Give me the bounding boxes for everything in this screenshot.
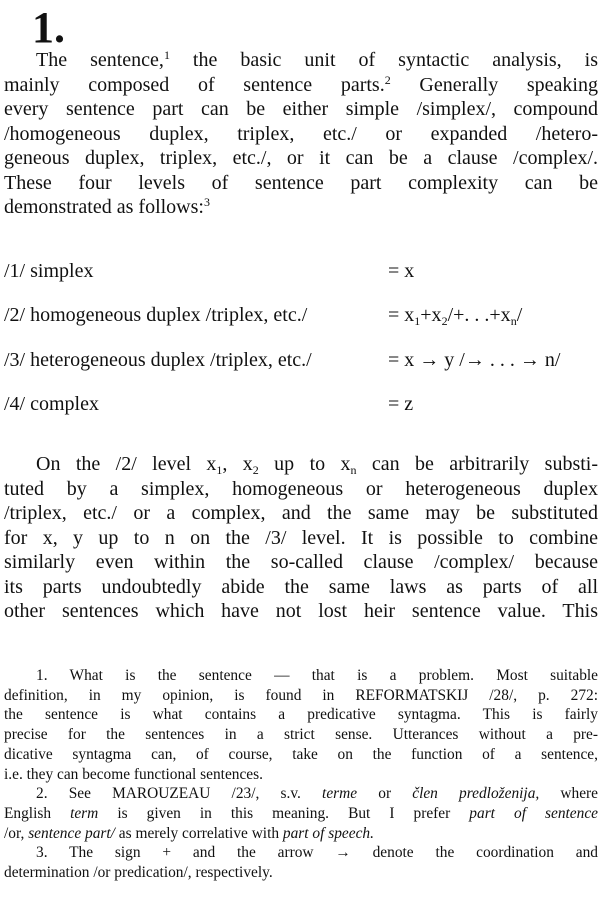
formula-expression: = x xyxy=(388,260,415,282)
formula-expression: = z xyxy=(388,393,414,415)
text-span: / xyxy=(516,304,523,326)
italic-term: term xyxy=(70,804,99,822)
text-line xyxy=(4,48,598,73)
text-span: = x xyxy=(388,304,415,326)
italic-term: part of sentence xyxy=(469,804,598,822)
text-span: Generally speaking xyxy=(390,73,598,96)
italic-term: sentence part/ xyxy=(28,824,115,842)
text-line xyxy=(4,195,598,220)
text-span: where xyxy=(539,785,599,803)
text-line: other sentences which have not lost heir sentence value. This xyxy=(4,600,598,622)
text-line: tuted by a simplex, homogeneous or heterogeneous duplex xyxy=(4,477,598,500)
text-span: /+. . .+x xyxy=(447,304,511,326)
formula-homogeneous xyxy=(4,304,598,330)
subscript: 1 xyxy=(414,314,421,328)
text-span: can be arbitrarily substi- xyxy=(356,453,598,475)
text-line: geneous duplex, triplex, etc./, or it can be a clause /complex/. xyxy=(4,147,598,169)
text-line xyxy=(4,73,598,98)
footnote-ref-3[interactable]: 3 xyxy=(203,195,210,209)
subscript: n xyxy=(350,463,357,477)
footnote-1-line: i.e. they can become functional sentences. xyxy=(4,765,263,783)
footnote-2-line xyxy=(4,784,598,804)
text-line: /homogeneous duplex, triplex, etc./ or expanded /hetero- xyxy=(4,122,598,145)
text-span: The sentence, xyxy=(36,49,164,71)
formula-complex xyxy=(4,393,598,419)
formula-heterogeneous xyxy=(4,349,598,375)
text-line: for x, y up to n on the /3/ level. It is possible to combine xyxy=(4,526,598,549)
text-line xyxy=(4,452,598,477)
text-span: , x xyxy=(222,453,253,475)
subscript: 2 xyxy=(441,314,448,328)
formula-label: /2/ homogeneous duplex /triplex, etc./ xyxy=(4,304,308,326)
footnote-1-line: 1. What is the sentence — that is a problem. Most suitable xyxy=(36,667,598,684)
text-span: +x xyxy=(420,304,442,326)
footnote-3-line: determination /or predication/, respectively. xyxy=(4,864,273,882)
footnote-1-line: precise for the sentences in a strict sense. Utterances without a pre- xyxy=(4,726,598,744)
footnote-ref-2[interactable]: 2 xyxy=(384,72,391,87)
subscript: n xyxy=(510,314,517,328)
text-span: /or, xyxy=(4,824,29,842)
text-span: On the /2/ level x xyxy=(36,453,217,475)
text-line: /triplex, etc./ or a complex, and the same may be substituted xyxy=(4,502,598,524)
text-line: every sentence part can be either simple /simplex/, compound xyxy=(4,98,598,120)
text-span: is given in this meaning. But I prefer xyxy=(98,804,470,822)
paragraph-levels xyxy=(4,452,598,624)
footnote-1-line: definition, in my opinion, is found in REFORMATSKIJ /28/, p. 272: xyxy=(4,686,598,704)
footnote-2-line xyxy=(4,824,598,844)
subscript: 1 xyxy=(216,463,223,477)
text-line: similarly even within the so-called clause /complex/ because xyxy=(4,551,598,573)
text-span: mainly composed of sentence parts. xyxy=(4,73,385,96)
text-span: English xyxy=(4,804,71,822)
text-span: or xyxy=(357,785,413,803)
footnote-2-line xyxy=(4,804,598,824)
italic-term: terme xyxy=(322,785,358,803)
text-line: its parts undoubtedly abide the same laws as parts of all xyxy=(4,575,598,598)
footnote-1-line: the sentence is what contains a predicative syntagma. This is fairly xyxy=(4,706,598,724)
footnote-3-line: 3. The sign + and the arrow → denote the coordination and xyxy=(36,844,598,862)
formula-simplex xyxy=(4,260,598,286)
text-span: up to x xyxy=(258,453,351,475)
formula-expression: = x → y /→ . . . → n/ xyxy=(388,349,561,371)
text-span: the basic unit of syntactic analysis, is xyxy=(169,49,598,71)
formula-label: /4/ complex xyxy=(4,393,99,415)
formula-label: /3/ heterogeneous duplex /triplex, etc./ xyxy=(4,349,312,371)
text-line: These four levels of sentence part complexity can be xyxy=(4,171,598,194)
subscript: 2 xyxy=(252,463,259,477)
footnotes xyxy=(4,666,598,883)
section-number: 1. xyxy=(32,3,65,52)
italic-term: part of speech. xyxy=(282,824,374,842)
formula-label: /1/ simplex xyxy=(4,260,94,282)
text-span: 2. See MAROUZEAU /23/, s.v. xyxy=(36,785,323,803)
text-span: demonstrated as follows: xyxy=(4,196,204,218)
formula-expression xyxy=(388,304,522,327)
paragraph-intro xyxy=(4,48,598,220)
text-span: as merely correlative with xyxy=(114,824,283,842)
footnote-ref-1[interactable]: 1 xyxy=(163,48,170,62)
italic-term: člen predloženija, xyxy=(412,785,540,803)
footnote-1-line: dicative syntagma can, of course, take on the function of a sentence, xyxy=(4,745,598,763)
